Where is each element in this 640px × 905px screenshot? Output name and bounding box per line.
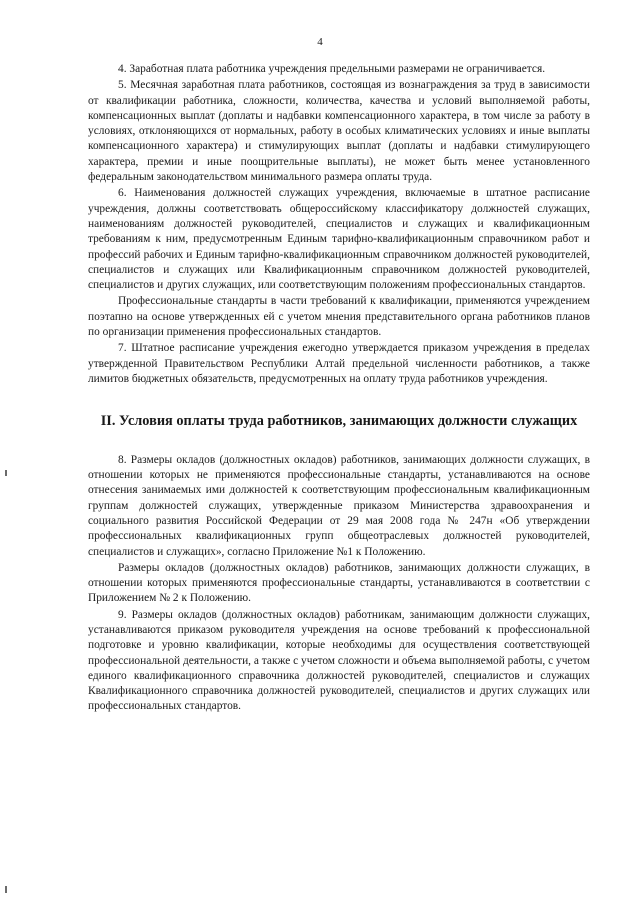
- document-body: [88, 62, 590, 715]
- paragraph-salary-professional-standards: Размеры окладов (должностных окладов) работников, занимающих должности служащих, в отношении которых применяются профессиональные стандарты, устанавливаются в соответствии с Приложением № 2 к Положению.: [88, 561, 590, 605]
- section-title: II. Условия оплаты труда работников, занимающих должности служащих: [100, 413, 578, 430]
- paragraph-7-staff-schedule: 7. Штатное расписание учреждения ежегодно утверждается приказом учреждения в пределах утвержденной Правительством Республики Алтай предельной численности работников, а также лимитов бюджетных обязательств, предусмотренных на оплату труда работников учреждения.: [88, 342, 590, 385]
- paragraph-professional-standards: Профессиональные стандарты в части требований к квалификации, применяются учреждением поэтапно на основе утвержденных ей с учетом мнения представительного органа работников планов по организации применения профессиональных стандартов.: [88, 295, 590, 339]
- page-number: 4: [317, 36, 323, 48]
- paragraph-4-salary-limit: 4. Заработная плата работника учреждения предельными размерами не ограничивается.: [118, 63, 546, 75]
- scan-artifact-mark: [5, 886, 7, 893]
- paragraph-5-monthly-salary: 5. Месячная заработная плата работников, состоящая из вознаграждения за труд в зависимости от квалификации работника, сложности, количества, качества и условий выполняемой работы, компенсационных выплат (доплаты и надбавки компенсационного характера, в том числе за работу в условиях, отклоняющихся от нормальных, работу в особых климатических условиях и иные выплаты компенсационного характера) и стимулирующих выплат (доплаты и надбавки стимулирующего характера, премии и иные поощрительные выплаты), не может быть менее установленного федеральным законодательством минимального размера оплаты труда.: [88, 79, 590, 184]
- paragraph-8-salary-sizes: 8. Размеры окладов (должностных окладов) работников, занимающих должности служащих, в отношении которых не применяются профессиональные стандарты, устанавливаются на основе отнесения занимаемых ими должностей к соответствующим профессиональным квалификационным группам должностей служащих, утвержденные приказом Министерства здравоохранения и социального развития Российской Федерации от 29 мая 2008 года № 247н «Об утверждении профессиональных квалификационных групп общеотраслевых должностей руководителей, специалистов и служащих», согласно Приложение №1 к Положению.: [88, 453, 590, 558]
- scan-artifact-mark: [5, 470, 7, 476]
- paragraph-6-position-names: 6. Наименования должностей служащих учреждения, включаемые в штатное расписание учреждения, должны соответствовать общероссийскому классификатору должностей служащих, наименованиям должностей руководителей, специалистов и служащих и квалификационным требованиям к ним, предусмотренным Единым тарифно-квалификационным справочником работ и профессий рабочих и Единым тарифно-квалификационным справочником должностей руководителей, специалистов и служащих или Квалификационным справочником должностей руководителей, специалистов и других служащих, или соответствующим положениям профессиональных стандартов.: [88, 187, 590, 292]
- paragraph-9-salary-order: 9. Размеры окладов (должностных окладов) работникам, занимающим должности служащих, устанавливаются приказом руководителя учреждения на основе требований к профессиональной подготовке и уровню квалификации, которые необходимы для осуществления соответствующей профессиональной деятельности, а также с учетом сложности и объема выполняемой работы, с учетом единого квалификационного справочника должностей руководителей, специалистов и служащих Квалификационного справочника должностей руководителей, специалистов и других служащих или профессиональных стандартов.: [88, 608, 590, 713]
